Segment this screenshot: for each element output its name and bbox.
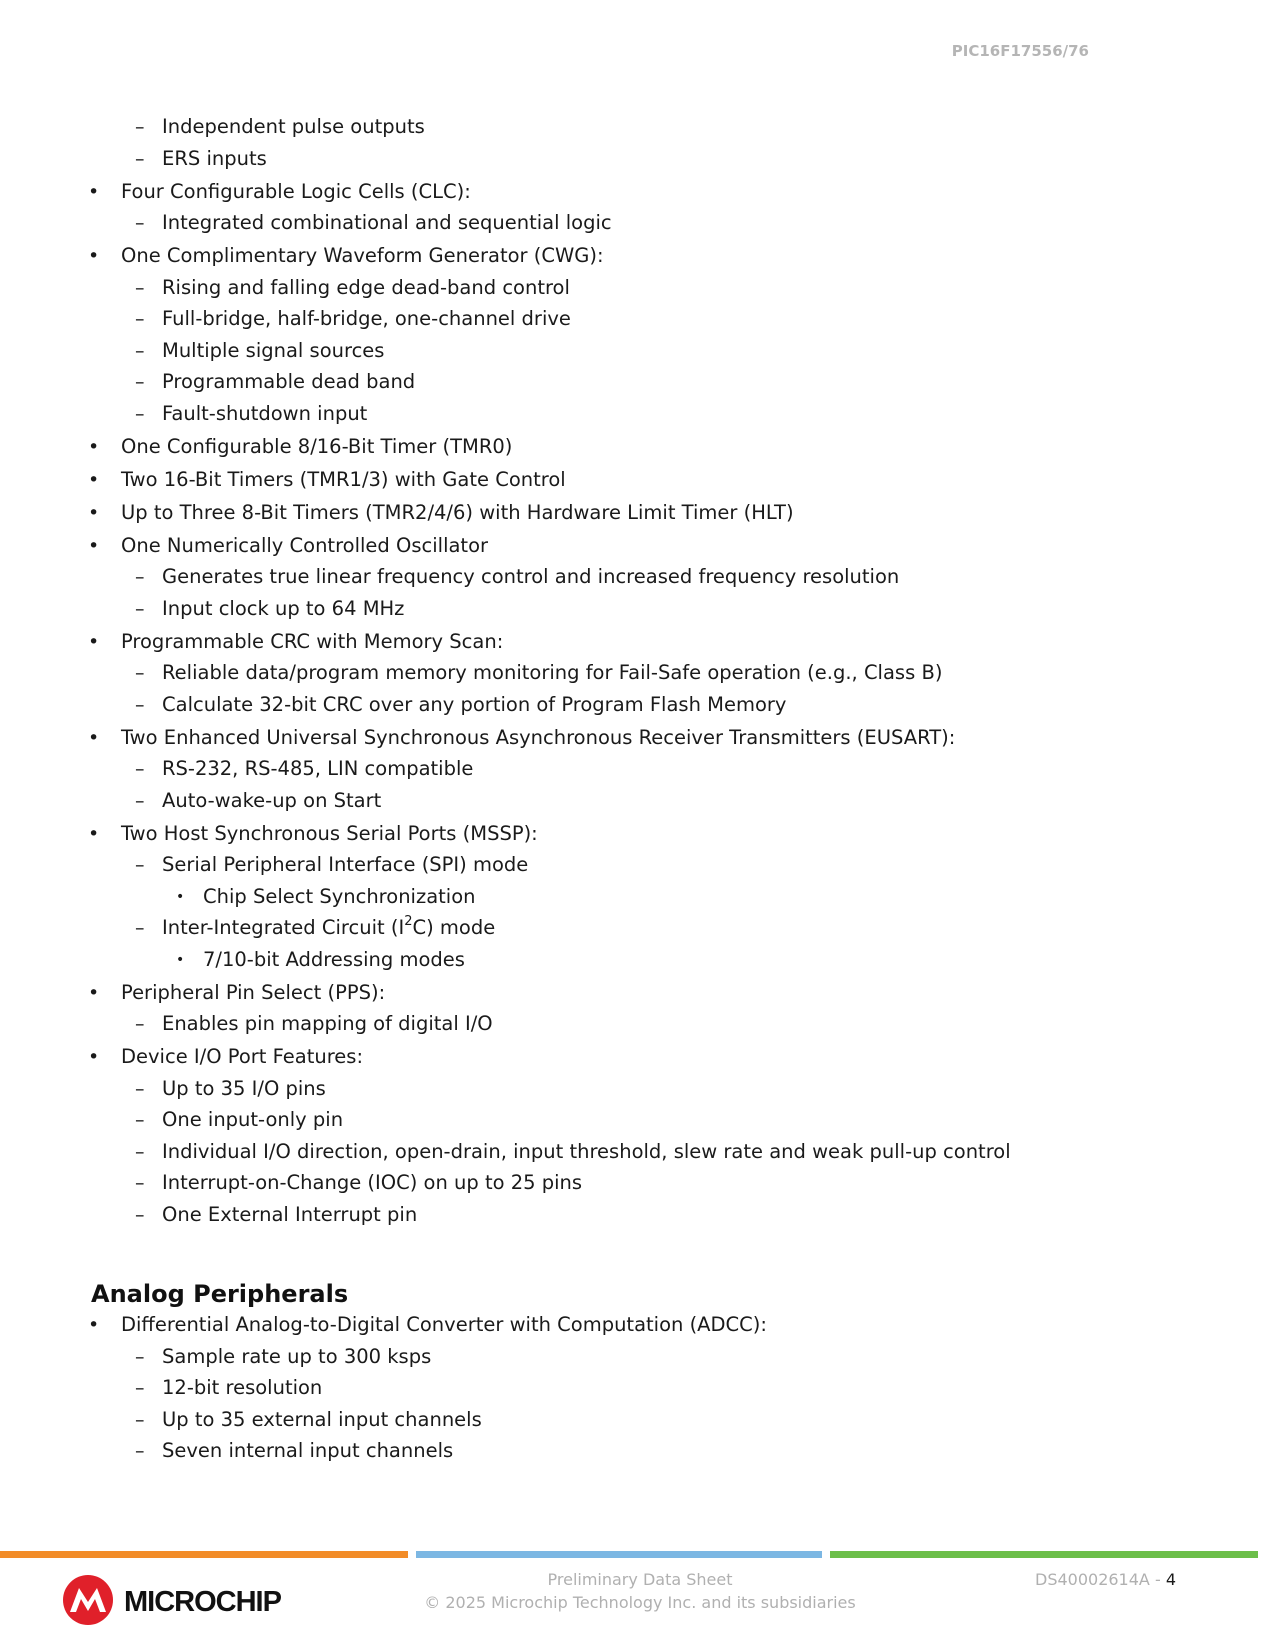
- dash-marker: –: [135, 1077, 145, 1100]
- dash-marker: –: [135, 1408, 145, 1431]
- bullet-marker: •: [88, 435, 100, 458]
- dash-marker: –: [135, 308, 145, 330]
- bullet-marker: •: [88, 1314, 100, 1336]
- dash-marker: –: [135, 566, 145, 588]
- list-item-text: RS-232, RS-485, LIN compatible: [162, 757, 474, 780]
- logo-text: MICROCHIP: [124, 1586, 281, 1618]
- list-item-text: Full-bridge, half-bridge, one-channel drive: [162, 307, 571, 330]
- list-item-text: One Complimentary Waveform Generator (CWG):: [121, 244, 604, 267]
- section-heading: Analog Peripherals: [91, 1280, 349, 1308]
- footer-bar-orange: [0, 1551, 408, 1558]
- dash-marker: –: [135, 371, 145, 393]
- dash-marker: –: [135, 1203, 145, 1226]
- bullet-marker: •: [176, 951, 185, 968]
- list-item-text: Input clock up to 64 MHz: [162, 596, 405, 620]
- bullet-marker: •: [88, 468, 100, 491]
- bullet-marker: •: [88, 534, 100, 557]
- dash-marker: –: [135, 1013, 145, 1035]
- list-item-text: 12-bit resolution: [162, 1376, 323, 1399]
- list-item-text: Up to 35 external input channels: [162, 1407, 482, 1431]
- microchip-logo-icon: [62, 1572, 292, 1628]
- dash-marker: –: [135, 1345, 145, 1368]
- list-item-text: Independent pulse outputs: [162, 115, 425, 138]
- list-item-text: Seven internal input channels: [162, 1439, 454, 1462]
- dash-marker: –: [135, 1440, 145, 1462]
- list-item-text: Up to Three 8-Bit Timers (TMR2/4/6) with Hardware Limit Timer (HLT): [121, 500, 794, 524]
- list-item-text: One External Interrupt pin: [162, 1202, 418, 1226]
- footer-bar-blue: [416, 1551, 822, 1558]
- list-item-text: Enables pin mapping of digital I/O: [162, 1012, 493, 1035]
- dash-marker: –: [135, 147, 145, 170]
- list-item-text: 7/10-bit Addressing modes: [203, 947, 465, 971]
- list-item-text: Sample rate up to 300 ksps: [162, 1344, 432, 1368]
- dash-marker: –: [135, 917, 145, 939]
- list-item-text: Inter-Integrated Circuit $(I^2C)$ mode: [162, 913, 496, 939]
- dash-marker: –: [135, 662, 145, 684]
- list-item-text: Programmable CRC with Memory Scan:: [121, 629, 504, 653]
- list-item-text: Differential Analog-to-Digital Converter with Computation (ADCC):: [121, 1313, 767, 1336]
- footer-doc-type: Preliminary Data Sheet: [547, 1570, 733, 1589]
- dash-marker: –: [135, 339, 145, 362]
- list-item-text: Reliable data/program memory monitoring for Fail-Safe operation (e.g., Class B): [162, 661, 943, 684]
- list-item-text: Interrupt-on-Change (IOC) on up to 25 pins: [162, 1171, 583, 1194]
- list-item-text: Programmable dead band: [162, 370, 416, 393]
- bullet-marker: •: [88, 1046, 100, 1068]
- dash-marker: –: [135, 693, 145, 716]
- bullet-marker: •: [88, 501, 100, 524]
- bullet-marker: •: [88, 630, 100, 653]
- dash-marker: –: [135, 116, 145, 138]
- list-item-text: One Numerically Controlled Oscillator: [121, 533, 489, 557]
- bullet-marker: •: [88, 822, 100, 845]
- list-item-text: Multiple signal sources: [162, 338, 385, 362]
- list-item-text: One Configurable 8/16-Bit Timer (TMR0): [121, 434, 513, 458]
- header-title: PIC16F17556/76: [951, 42, 1089, 60]
- dash-marker: –: [135, 1109, 145, 1131]
- list-item-text: Device I/O Port Features:: [121, 1045, 364, 1068]
- bullet-marker: •: [88, 726, 100, 749]
- doc-id: DS40002614A -: [1035, 1570, 1166, 1589]
- list-item-text: Individual I/O direction, open-drain, input threshold, slew rate and weak pull-up control: [162, 1139, 1011, 1163]
- footer-copyright: © 2025 Microchip Technology Inc. and its subsidiaries: [424, 1593, 856, 1612]
- footer-doc-number: [1035, 1568, 1176, 1591]
- list-item-text: ERS inputs: [162, 146, 267, 170]
- list-item-text: Integrated combinational and sequential logic: [162, 211, 612, 234]
- dash-marker: –: [135, 212, 145, 234]
- list-item-text: Calculate 32-bit CRC over any portion of Program Flash Memory: [162, 692, 787, 716]
- dash-marker: –: [135, 1172, 145, 1194]
- list-item-text: Auto-wake-up on Start: [162, 788, 382, 812]
- bullet-marker: •: [88, 245, 100, 267]
- page-number: 4: [1165, 1570, 1176, 1589]
- dash-marker: –: [135, 402, 145, 425]
- list-item-text: Up to 35 I/O pins: [162, 1076, 326, 1100]
- footer-bar-green: [830, 1551, 1258, 1558]
- dash-marker: –: [135, 276, 145, 299]
- dash-marker: –: [135, 789, 145, 812]
- bullet-marker: •: [176, 888, 185, 905]
- dash-marker: –: [135, 1377, 145, 1399]
- list-item-text: Peripheral Pin Select (PPS):: [121, 980, 386, 1004]
- list-item-text: Four Configurable Logic Cells (CLC):: [121, 179, 471, 203]
- list-item-text: Fault-shutdown input: [162, 401, 368, 425]
- list-item-text: Two Enhanced Universal Synchronous Asynchronous Receiver Transmitters (EUSART):: [121, 725, 956, 749]
- bullet-marker: •: [88, 180, 100, 203]
- dash-marker: –: [135, 597, 145, 620]
- list-item-text: Rising and falling edge dead-band control: [162, 275, 570, 299]
- list-item-text: Two 16-Bit Timers (TMR1/3) with Gate Control: [121, 467, 566, 491]
- dash-marker: –: [135, 758, 145, 780]
- list-item-text: Serial Peripheral Interface (SPI) mode: [162, 853, 529, 876]
- list-item-text: Two Host Synchronous Serial Ports (MSSP):: [121, 821, 538, 845]
- dash-marker: –: [135, 854, 145, 876]
- list-item-text: Chip Select Synchronization: [203, 884, 476, 908]
- bullet-marker: •: [88, 981, 100, 1004]
- footer-center: [410, 1568, 870, 1614]
- list-item-text: Generates true linear frequency control and increased frequency resolution: [162, 565, 900, 588]
- dash-marker: –: [135, 1140, 145, 1163]
- microchip-logo: [62, 1572, 292, 1628]
- list-item-text: One input-only pin: [162, 1108, 344, 1131]
